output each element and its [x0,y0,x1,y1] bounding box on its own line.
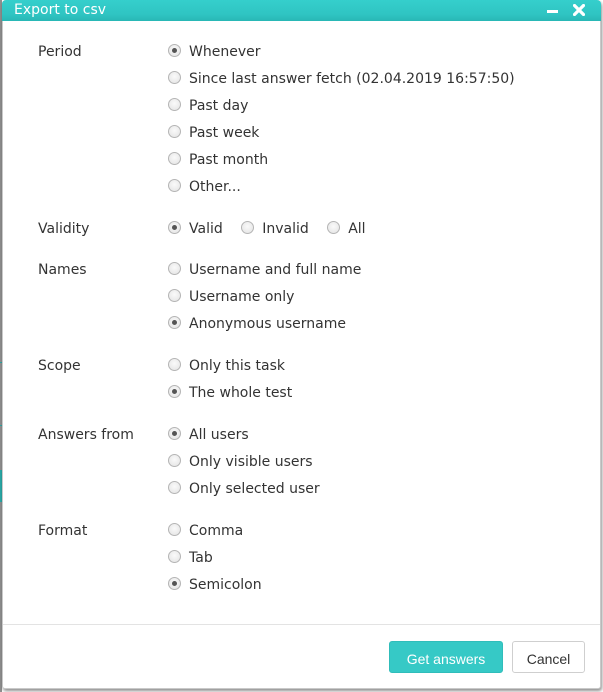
radio-option[interactable]: Semicolon [168,576,262,603]
radio-option[interactable]: Tab [168,549,262,576]
footer-divider [3,624,600,625]
radio-checked-icon[interactable] [168,427,181,440]
radio-option[interactable]: Only this task [168,357,292,384]
radio-group-scope [168,357,292,411]
radio-group-format [168,522,262,603]
radio-option[interactable]: Past week [168,124,515,151]
radio-icon[interactable] [168,481,181,494]
radio-group-period [168,43,515,205]
radio-group-validity [168,220,380,247]
minimize-icon[interactable] [545,2,561,18]
radio-option[interactable]: Whenever [168,43,515,70]
radio-icon[interactable] [168,289,181,302]
radio-option[interactable]: Anonymous username [168,315,361,342]
radio-option[interactable]: Only selected user [168,480,320,507]
section-label: Answers from [38,427,134,443]
section-label: Format [38,523,88,539]
radio-checked-icon[interactable] [168,577,181,590]
radio-option[interactable]: The whole test [168,384,292,411]
radio-icon[interactable] [168,523,181,536]
radio-group-answers-from [168,426,320,507]
radio-option[interactable]: All users [168,426,320,453]
close-icon[interactable] [571,2,587,18]
get-answers-button[interactable]: Get answers [389,641,503,673]
radio-option[interactable]: Comma [168,522,262,549]
radio-option[interactable]: Invalid [241,220,309,247]
section-label: Names [38,262,87,278]
radio-option[interactable]: Username and full name [168,261,361,288]
radio-icon[interactable] [327,221,340,234]
radio-option[interactable]: Username only [168,288,361,315]
export-csv-dialog [2,0,601,689]
radio-icon[interactable] [168,98,181,111]
radio-option[interactable]: Past month [168,151,515,178]
radio-icon[interactable] [168,125,181,138]
section-label: Scope [38,358,81,374]
dialog-title: Export to csv [14,2,107,18]
radio-icon[interactable] [241,221,254,234]
radio-checked-icon[interactable] [168,316,181,329]
radio-option[interactable]: Valid [168,220,223,247]
radio-icon[interactable] [168,454,181,467]
radio-option[interactable]: Other... [168,178,515,205]
radio-icon[interactable] [168,71,181,84]
radio-checked-icon[interactable] [168,221,181,234]
radio-checked-icon[interactable] [168,385,181,398]
radio-option[interactable]: Since last answer fetch (02.04.2019 16:57:50) [168,70,515,97]
radio-group-names [168,261,361,342]
radio-icon[interactable] [168,550,181,563]
radio-option[interactable]: Only visible users [168,453,320,480]
radio-icon[interactable] [168,152,181,165]
cancel-button[interactable]: Cancel [512,641,585,673]
radio-icon[interactable] [168,262,181,275]
radio-icon[interactable] [168,358,181,371]
section-label: Validity [38,221,90,237]
radio-checked-icon[interactable] [168,44,181,57]
radio-option[interactable]: Past day [168,97,515,124]
dialog-titlebar[interactable] [2,0,601,21]
section-label: Period [38,44,82,60]
radio-icon[interactable] [168,179,181,192]
radio-option[interactable]: All [327,220,365,247]
